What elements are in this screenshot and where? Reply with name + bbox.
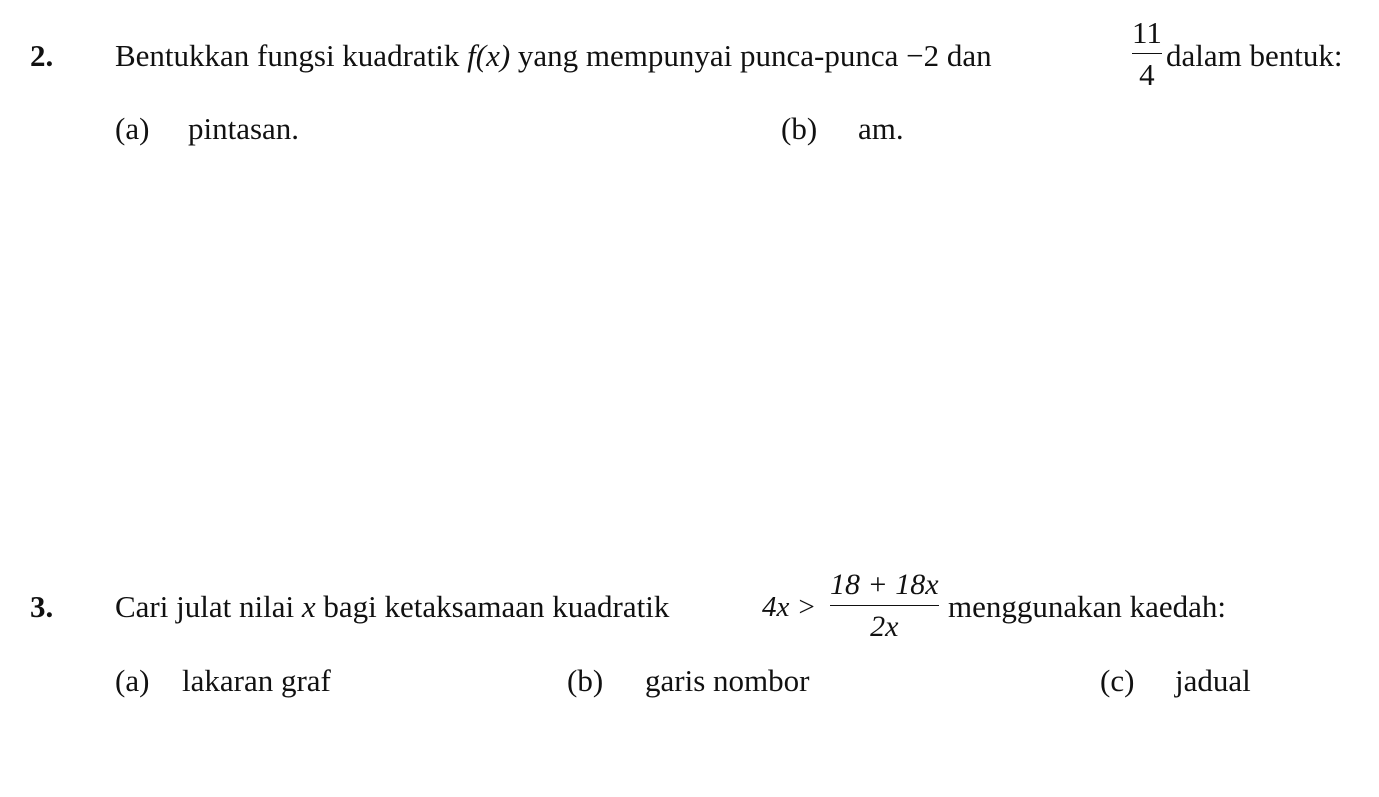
question-2-part-a-label: (a) <box>115 111 150 146</box>
question-3-part-a-text: lakaran graf <box>182 663 331 698</box>
question-2-part-b-text: am. <box>858 111 904 146</box>
question-3-part-a-label: (a) <box>115 663 150 698</box>
question-3-text-mid: bagi ketaksamaan kuadratik <box>315 589 670 624</box>
question-2-text-before: Bentukkan fungsi kuadratik <box>115 38 468 73</box>
question-2-stem <box>115 38 992 74</box>
question-3-fraction-numerator: 18 + 18x <box>830 568 939 601</box>
question-3-stem <box>115 589 669 625</box>
question-3-inequality-lhs: 4x > <box>762 591 817 623</box>
question-3-text-before: Cari julat nilai <box>115 589 302 624</box>
question-2-number: 2. <box>30 38 54 73</box>
question-3-text-after: menggunakan kaedah: <box>948 589 1227 624</box>
question-2-fraction <box>1132 16 1162 92</box>
question-2-fraction-denominator: 4 <box>1139 57 1155 92</box>
fraction-bar <box>830 605 939 606</box>
question-3-part-c-text: jadual <box>1175 663 1251 698</box>
question-3-fraction-denominator: 2x <box>870 610 899 643</box>
question-2-fraction-numerator: 11 <box>1132 15 1162 50</box>
question-2-text-after: dalam bentuk: <box>1166 38 1343 73</box>
fraction-bar <box>1132 53 1162 54</box>
question-3-fraction <box>830 568 939 644</box>
question-2-part-b-label: (b) <box>781 111 818 146</box>
question-3-part-b-label: (b) <box>567 663 604 698</box>
question-3-variable: x <box>301 589 316 624</box>
question-2-function: f(x) <box>467 38 511 73</box>
question-2-text-mid: yang mempunyai punca-punca −2 dan <box>510 38 992 73</box>
question-2-part-a-text: pintasan. <box>188 111 300 146</box>
question-3-part-b-text: garis nombor <box>645 663 810 698</box>
question-3-part-c-label: (c) <box>1100 663 1135 698</box>
question-3-number: 3. <box>30 589 54 624</box>
